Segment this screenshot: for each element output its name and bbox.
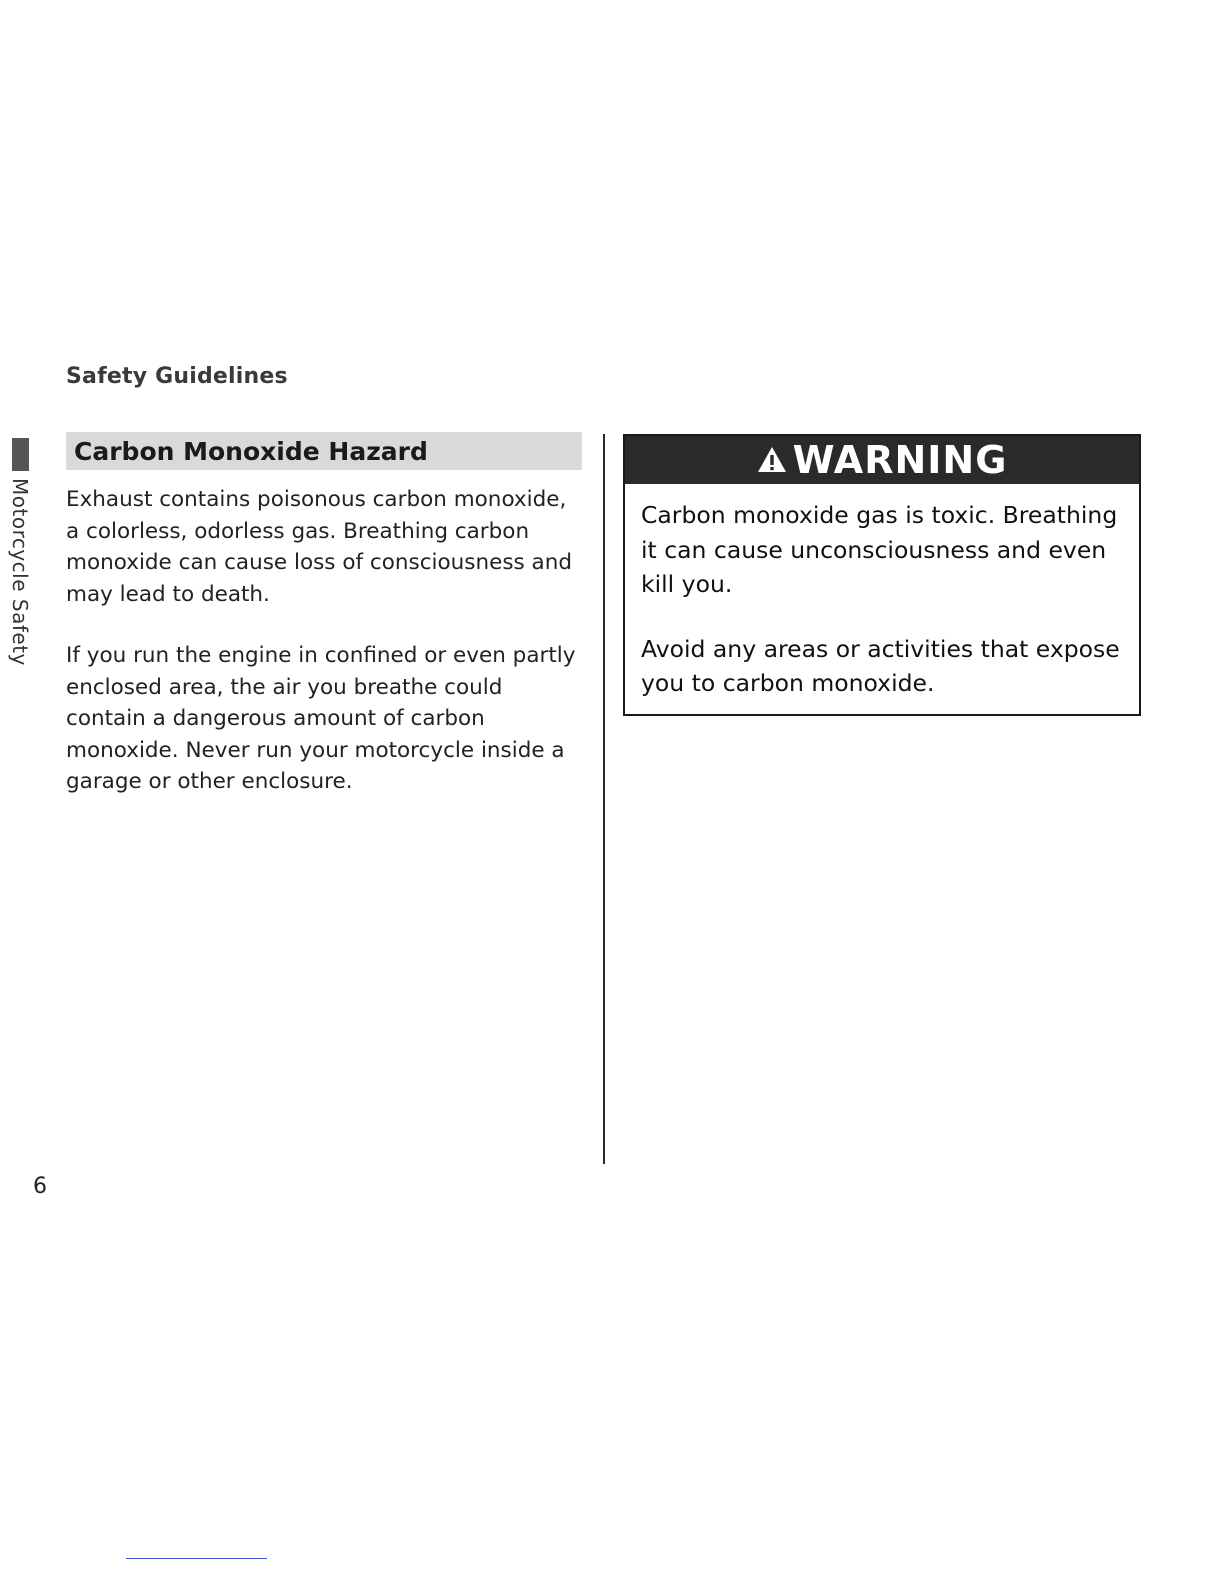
warning-header (625, 436, 1139, 484)
warning-box (623, 434, 1141, 716)
body-paragraph-1: Exhaust contains poisonous carbon monoxide, a colorless, odorless gas. Breathing carbon monoxide can cause loss of consciousness and may lead to death. (66, 487, 573, 607)
body-paragraph-2: If you run the engine in confined or even partly enclosed area, the air you breathe could contain a dangerous amount of carbon monoxide. Never run your motorcycle inside a garage or other enclosure. (66, 643, 576, 794)
section-tab-marker (12, 438, 29, 471)
left-column (66, 432, 584, 798)
running-header: Safety Guidelines (66, 364, 288, 389)
warning-paragraph-2: Avoid any areas or activities that expose you to carbon monoxide. (641, 634, 1120, 697)
warning-body (625, 484, 1139, 701)
section-tab-label: Motorcycle Safety (8, 478, 32, 666)
section-title-bar (66, 432, 582, 470)
column-divider (603, 434, 605, 1164)
warning-paragraph-1: Carbon monoxide gas is toxic. Breathing it can cause unconsciousness and even kill you. (641, 501, 1118, 598)
page-number: 6 (33, 1174, 47, 1199)
footer-rule (126, 1558, 267, 1559)
warning-title: WARNING (792, 438, 1008, 482)
section-title: Carbon Monoxide Hazard (74, 436, 428, 466)
warning-triangle-icon (757, 445, 787, 475)
